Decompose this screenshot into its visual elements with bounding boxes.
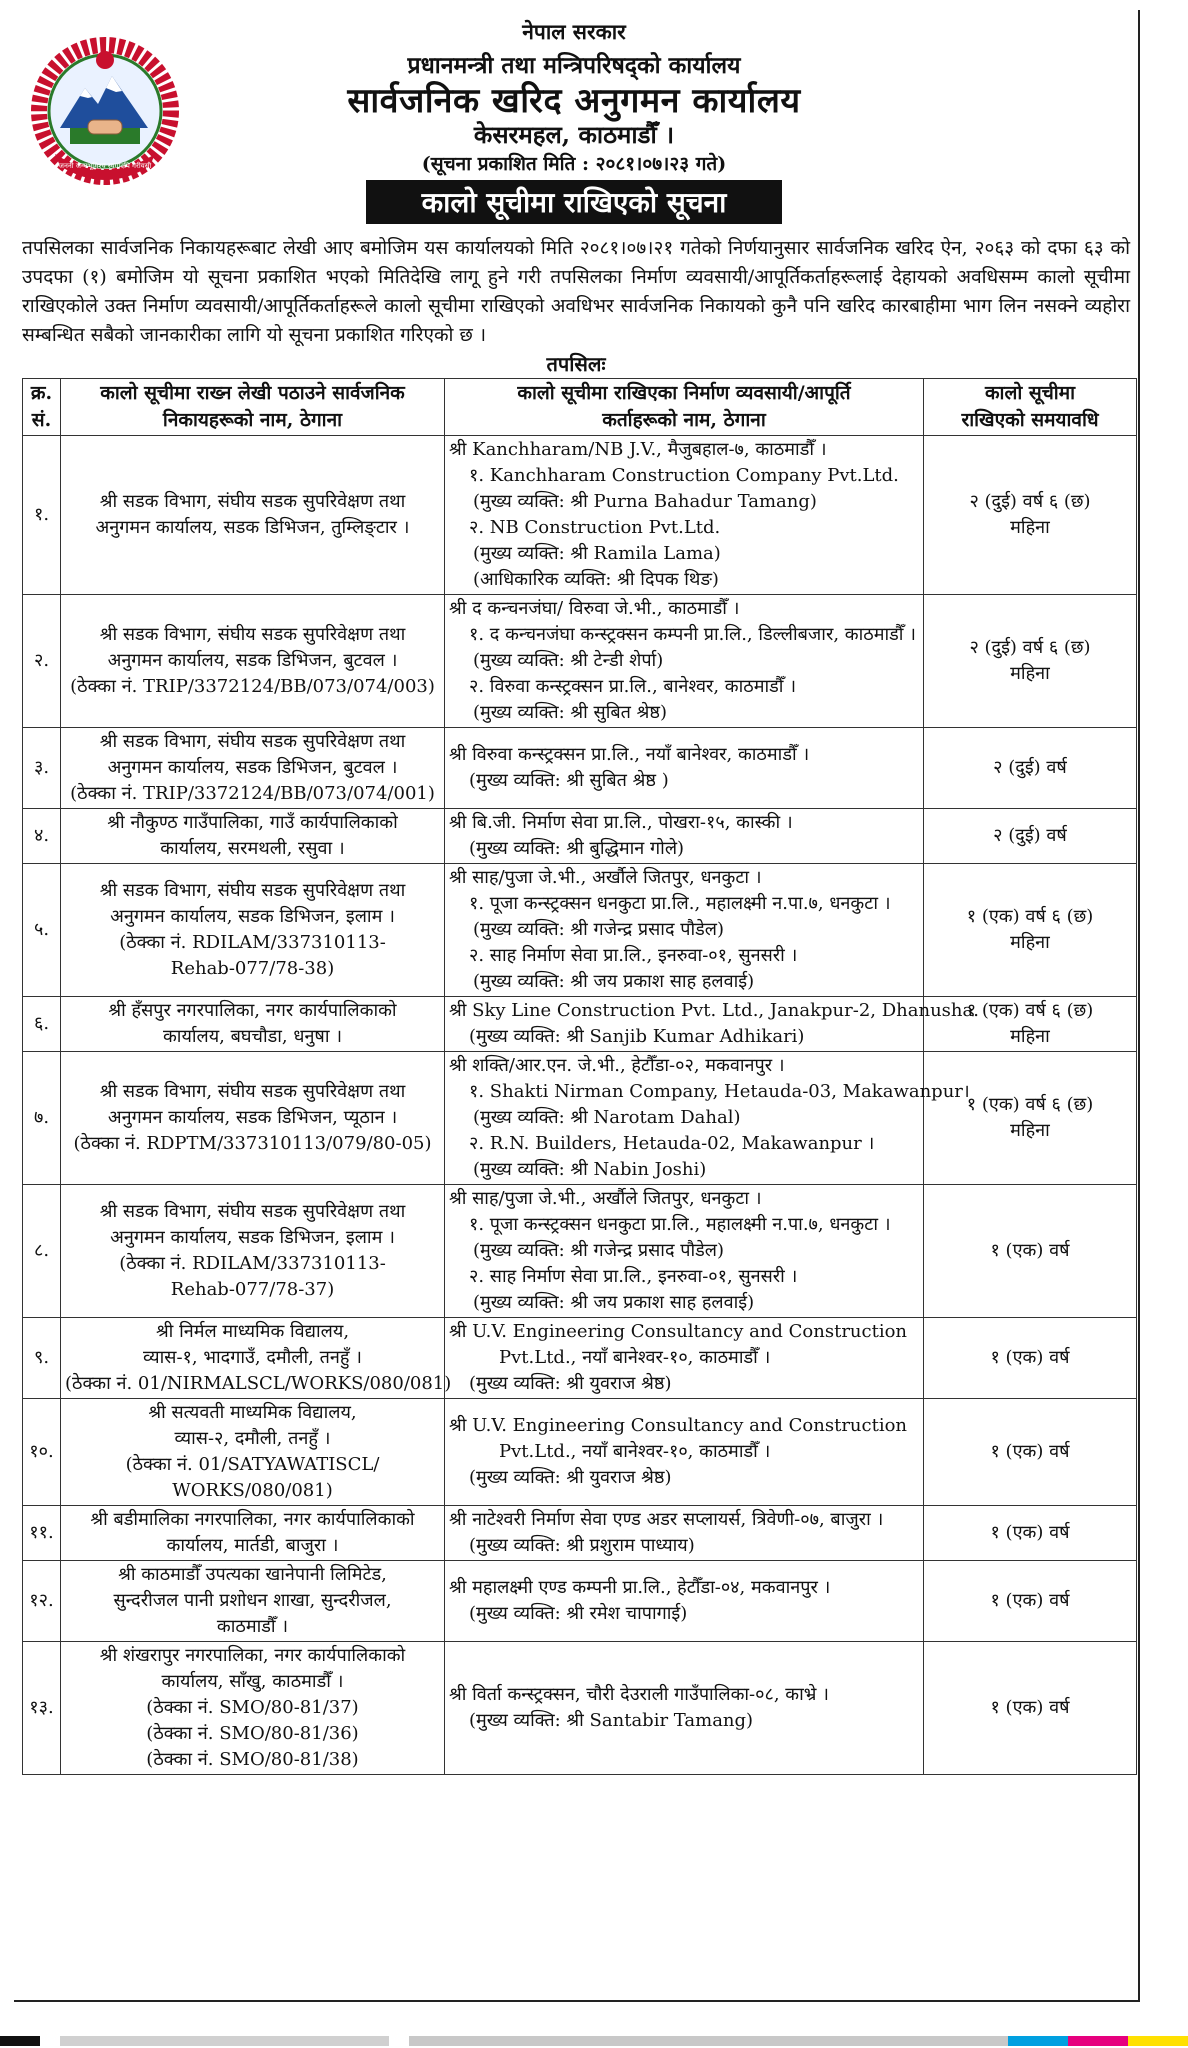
cell-line: १ (एक) वर्ष ६ (छ) [966, 906, 1094, 927]
cell-line: Pvt.Ltd., नयाँ बानेश्वर-१०, काठमाडौँ । [499, 1441, 771, 1462]
serial-number-cell: २. [23, 595, 61, 728]
cell-line: श्री सडक विभाग, संघीय सडक सुपरिवेक्षण तथा [99, 1081, 406, 1102]
strip-segment [0, 2036, 40, 2046]
serial-number-cell: ३. [23, 728, 61, 809]
blacklist-period-cell [924, 728, 1137, 809]
agency-cell [61, 1052, 445, 1185]
contractor-cell [445, 1052, 970, 1185]
cell-line: (मुख्य व्यक्ति: श्री रमेश चापागाई) [469, 1603, 688, 1624]
cell-line: (ठेक्का नं. SMO/80-81/37) [146, 1697, 359, 1718]
cell-line: अनुगमन कार्यालय, सडक डिभिजन, बुटवल । [107, 757, 398, 778]
cell-line: (ठेक्का नं. RDPTM/337310113/079/80-05) [73, 1133, 432, 1154]
column-header-period: कालो सूचीमा राखिएको समयावधि [924, 379, 1137, 436]
cell-line: १. द कन्चनजंघा कन्स्ट्रक्सन कम्पनी प्रा.लि., डिल्लीबजार, काठमाडौँ । [469, 624, 916, 645]
cell-line: २ (दुई) वर्ष ६ (छ) [969, 491, 1091, 512]
cell-line: व्यास-२, दमौली, तनहुँ । [174, 1428, 331, 1449]
cell-line: अनुगमन कार्यालय, सडक डिभिजन, इलाम । [110, 906, 395, 927]
cell-line: २ (दुई) वर्ष ६ (छ) [969, 637, 1091, 658]
agency-cell [61, 997, 445, 1052]
cell-line: श्री बडीमालिका नगरपालिका, नगर कार्यपालिकाको [90, 1509, 415, 1530]
office-address: केसरमहल, काठमाडौँ । [473, 120, 675, 149]
cell-line: १. Kanchharam Construction Company Pvt.Ltd. [469, 465, 899, 486]
serial-number-cell: १०. [23, 1399, 61, 1506]
agency-cell [61, 1318, 452, 1399]
cell-line: श्री विरुवा कन्स्ट्रक्सन प्रा.लि., नयाँ बानेश्वर, काठमाडौँ । [449, 744, 810, 765]
cell-line: १. पूजा कन्स्ट्रक्सन धनकुटा प्रा.लि., महालक्ष्मी न.पा.७, धनकुटा । [469, 893, 891, 914]
cell-line: (मुख्य व्यक्ति: श्री Nabin Joshi) [473, 1159, 707, 1180]
cell-line: अनुगमन कार्यालय, सडक डिभिजन, प्यूठान । [107, 1107, 398, 1128]
serial-number-cell: १३. [23, 1642, 61, 1775]
cell-line: महिना [1010, 517, 1050, 538]
nepal-government-emblem-icon [30, 36, 180, 186]
agency-cell [61, 809, 445, 864]
contractor-cell [445, 1185, 924, 1318]
agency-cell [61, 1185, 445, 1318]
cell-line: श्री Sky Line Construction Pvt. Ltd., Janakpur-2, Dhanusha. [449, 1000, 979, 1021]
serial-number-cell: ४. [23, 809, 61, 864]
blacklist-table [22, 378, 1137, 1775]
cell-line: (मुख्य व्यक्ति: श्री बुद्धिमान गोले) [469, 838, 685, 859]
blacklist-period-cell [924, 436, 1137, 595]
contractor-cell [445, 864, 924, 997]
cell-line: श्री U.V. Engineering Consultancy and Construction [449, 1415, 908, 1436]
cell-line: २. साह निर्माण सेवा प्रा.लि., इनरुवा-०१, सुनसरी । [469, 1266, 798, 1287]
cell-line: (ठेक्का नं. 01/SATYAWATISCL/ [125, 1454, 380, 1475]
strip-segment [1008, 2036, 1068, 2046]
cell-line: (मुख्य व्यक्ति: श्री Narotam Dahal) [473, 1107, 741, 1128]
cell-line: व्यास-१, भादगाउँ, दमौली, तनहुँ । [143, 1347, 362, 1368]
cell-line: (मुख्य व्यक्ति: श्री गजेन्द्र प्रसाद पौडेल) [473, 919, 724, 940]
cell-line: WORKS/080/081) [172, 1480, 333, 1501]
cell-line: कार्यालय, मार्तडी, बाजुरा । [166, 1535, 339, 1556]
table-row [23, 1185, 1137, 1318]
cell-line: (ठेक्का नं. SMO/80-81/38) [146, 1749, 359, 1770]
cell-line: (मुख्य व्यक्ति: श्री Purna Bahadur Tamang) [473, 491, 817, 512]
cell-line: (मुख्य व्यक्ति: श्री जय प्रकाश साह हलवाई) [473, 1292, 755, 1313]
cell-line: (आधिकारिक व्यक्ति: श्री दिपक थिङ) [473, 569, 719, 590]
cell-line: (मुख्य व्यक्ति: श्री जय प्रकाश साह हलवाई) [473, 971, 755, 992]
schedule-label: तपसिलः [546, 352, 606, 376]
serial-number-cell: ८. [23, 1185, 61, 1318]
cell-line: श्री शंखरापुर नगरपालिका, नगर कार्यपालिकाको [99, 1645, 406, 1666]
serial-number-cell: ६. [23, 997, 61, 1052]
cell-line: श्री सडक विभाग, संघीय सडक सुपरिवेक्षण तथा [99, 880, 406, 901]
cell-line: श्री महालक्ष्मी एण्ड कम्पनी प्रा.लि., हेटौँडा-०४, मकवानपुर । [449, 1577, 831, 1598]
cell-line: (मुख्य व्यक्ति: श्री गजेन्द्र प्रसाद पौडेल) [473, 1240, 724, 1261]
column-header-contractor: कालो सूचीमा राखिएका निर्माण व्यवसायी/आपूर्ति कर्ताहरूको नाम, ठेगाना [445, 379, 924, 436]
cell-line: कार्यालय, साँखु, काठमाडौँ । [161, 1671, 344, 1692]
cell-line: १ (एक) वर्ष [990, 1240, 1070, 1261]
table-row [23, 595, 1137, 728]
cell-line: श्री सडक विभाग, संघीय सडक सुपरिवेक्षण तथा [99, 624, 406, 645]
cell-line: श्री शक्ति/आर.एन. जे.भी., हेटौँडा-०२, मकवानपुर । [449, 1055, 785, 1076]
table-row [23, 436, 1137, 595]
cell-line: श्री काठमाडौँ उपत्यका खानेपानी लिमिटेड, [118, 1564, 387, 1585]
cell-line: श्री सडक विभाग, संघीय सडक सुपरिवेक्षण तथा [99, 491, 406, 512]
blacklist-period-cell [924, 809, 1137, 864]
print-color-strip [0, 2036, 1188, 2046]
cell-line: अनुगमन कार्यालय, सडक डिभिजन, तुम्लिङ्टार । [95, 517, 410, 538]
cell-line: श्री साह/पुजा जे.भी., अर्खौले जितपुर, धनकुटा । [449, 1188, 762, 1209]
strip-segment [389, 2036, 409, 2046]
cell-line: Pvt.Ltd., नयाँ बानेश्वर-१०, काठमाडौँ । [499, 1347, 771, 1368]
cell-line: १ (एक) वर्ष ६ (छ) [966, 1094, 1094, 1115]
cell-line: (मुख्य व्यक्ति: श्री सुबित श्रेष्ठ) [473, 702, 668, 723]
table-body [23, 436, 1137, 1775]
serial-number-cell: ११. [23, 1506, 61, 1561]
cell-line: (ठेक्का नं. TRIP/3372124/BB/073/074/001) [70, 783, 435, 804]
agency-cell [61, 1561, 445, 1642]
cell-line: श्री विर्ता कन्स्ट्रक्सन, चौरी देउराली गाउँपालिका-०८, काभ्रे । [449, 1684, 829, 1705]
cell-line: महिना [1010, 932, 1050, 953]
cell-line: (ठेक्का नं. RDILAM/337310113- [119, 1253, 386, 1274]
cell-line: (मुख्य व्यक्ति: श्री प्रशुराम पाध्याय) [469, 1535, 695, 1556]
column-header-agency: कालो सूचीमा राख्न लेखी पठाउने सार्वजनिक निकायहरूको नाम, ठेगाना [61, 379, 445, 436]
cell-line: श्री सत्यवती माध्यमिक विद्यालय, [148, 1402, 357, 1423]
cell-line: श्री U.V. Engineering Consultancy and Construction [449, 1321, 908, 1342]
contractor-cell [445, 1506, 924, 1561]
table-row [23, 997, 1137, 1052]
cell-line: (मुख्य व्यक्ति: श्री टेन्डी शेर्पा) [473, 650, 664, 671]
cell-line: श्री सडक विभाग, संघीय सडक सुपरिवेक्षण तथा [99, 731, 406, 752]
cell-line: (ठेक्का नं. RDILAM/337310113- [119, 932, 386, 953]
cell-line: १ (एक) वर्ष [990, 1697, 1070, 1718]
cell-line: Rehab-077/78-37) [170, 1279, 335, 1300]
government-name: नेपाल सरकार [522, 19, 626, 44]
cell-line: अनुगमन कार्यालय, सडक डिभिजन, बुटवल । [107, 650, 398, 671]
cell-line: १ (एक) वर्ष [990, 1522, 1070, 1543]
cell-line: श्री नौकुण्ठ गाउँपालिका, गाउँ कार्यपालिकाको [107, 812, 398, 833]
blacklist-period-cell [924, 595, 1137, 728]
cell-line: (ठेक्का नं. TRIP/3372124/BB/073/074/003) [70, 676, 435, 697]
strip-segment [409, 2036, 1008, 2046]
serial-number-cell: ७. [23, 1052, 61, 1185]
cell-line: (मुख्य व्यक्ति: श्री युवराज श्रेष्ठ) [469, 1373, 672, 1394]
cell-line: १ (एक) वर्ष [990, 1441, 1070, 1462]
table-header-row [23, 379, 1137, 436]
cell-line: २ (दुई) वर्ष [993, 825, 1067, 846]
contractor-cell [445, 809, 924, 864]
cell-line: १ (एक) वर्ष ६ (छ) [966, 1000, 1094, 1021]
cell-line: १. Shakti Nirman Company, Hetauda-03, Makawanpur। [469, 1081, 970, 1102]
column-header-serial: क्र. सं. [23, 379, 61, 436]
contractor-cell [445, 1561, 924, 1642]
cell-line: २. NB Construction Pvt.Ltd. [469, 517, 721, 538]
cell-line: (मुख्य व्यक्ति: श्री Sanjib Kumar Adhikari) [469, 1026, 805, 1047]
table-row [23, 864, 1137, 997]
cell-line: काठमाडौँ । [216, 1616, 289, 1637]
cell-line: २. विरुवा कन्स्ट्रक्सन प्रा.लि., बानेश्वर, काठमाडौँ । [469, 676, 797, 697]
cell-line: श्री द कन्चनजंघा/ विरुवा जे.भी., काठमाडौँ । [449, 598, 740, 619]
cell-line: २ (दुई) वर्ष [993, 757, 1067, 778]
cell-line: श्री सडक विभाग, संघीय सडक सुपरिवेक्षण तथा [99, 1201, 406, 1222]
cell-line: महिना [1010, 663, 1050, 684]
cell-line: श्री हँसपुर नगरपालिका, नगर कार्यपालिकाको [108, 1000, 397, 1021]
agency-cell [61, 595, 445, 728]
cell-line: श्री नाटेश्वरी निर्माण सेवा एण्ड अडर सप्लायर्स, त्रिवेणी-०७, बाजुरा । [449, 1509, 884, 1530]
blacklist-period-cell [924, 1561, 1137, 1642]
cell-line: १. पूजा कन्स्ट्रक्सन धनकुटा प्रा.लि., महालक्ष्मी न.पा.७, धनकुटा । [469, 1214, 891, 1235]
strip-segment [40, 2036, 60, 2046]
table-row [23, 1642, 1137, 1775]
blacklist-period-cell [924, 1185, 1137, 1318]
publication-date: (सूचना प्रकाशित मिति : २०८१।०७।२३ गते) [421, 153, 727, 175]
contractor-cell [445, 436, 924, 595]
cell-line: अनुगमन कार्यालय, सडक डिभिजन, इलाम । [110, 1227, 395, 1248]
cell-line: (मुख्य व्यक्ति: श्री Santabir Tamang) [469, 1710, 754, 1731]
blacklist-period-cell [924, 1052, 1137, 1185]
contractor-cell [445, 728, 924, 809]
agency-cell [61, 728, 445, 809]
cell-line: श्री बि.जी. निर्माण सेवा प्रा.लि., पोखरा-१५, कास्की । [449, 812, 793, 833]
cell-line: (मुख्य व्यक्ति: श्री Ramila Lama) [473, 543, 721, 564]
cell-line: कार्यालय, बघचौडा, धनुषा । [162, 1026, 343, 1047]
cell-line: (मुख्य व्यक्ति: श्री सुबित श्रेष्ठ ) [469, 770, 669, 791]
notice-intro-paragraph: तपसिलका सार्वजनिक निकायहरूबाट लेखी आए बमोजिम यस कार्यालयको मिति २०८१।०७।२१ गतेको निर्णयानुसार सार्वजनिक खरिद ऐन, २०६३ को दफा ६३ को उपदफा (१) बमोजिम यो सूचना प्रकाशित भएको मितिदेखि लागू हुने गरी तपसिलका निर्माण व्यवसायी/आपूर्तिकर्ताहरूलाई देहायको अवधिसम्म कालो सूचीमा राखिएकोले उक्त निर्माण व्यवसायी/आपूर्तिकर्ताहरूले कालो सूचीमा राखिएको अवधिभर सार्वजनिक निकायको कुनै पनि खरिद कारबाहीमा भाग लिन नसक्ने व्यहोरा सम्बन्धित सबैको जानकारीका लागि यो सूचना प्रकाशित गरिएको छ । [22, 237, 1130, 346]
cell-line: श्री निर्मल माध्यमिक विद्यालय, [155, 1321, 350, 1342]
ministry-name: प्रधानमन्त्री तथा मन्त्रिपरिषद्को कार्यालय [407, 52, 741, 79]
cell-line: १ (एक) वर्ष [990, 1347, 1070, 1368]
table-row [23, 1506, 1137, 1561]
table-row [23, 809, 1137, 864]
cell-line: सुन्दरीजल पानी प्रशोधन शाखा, सुन्दरीजल, [113, 1590, 392, 1611]
agency-cell [61, 864, 445, 997]
blacklist-period-cell [924, 1642, 1137, 1775]
table-row [23, 1399, 1137, 1506]
cell-line: श्री Kanchharam/NB J.V., मैजुबहाल-७, काठमाडौँ । [449, 439, 827, 460]
blacklist-period-cell [924, 1399, 1137, 1506]
contractor-cell [445, 595, 924, 728]
notice-document [14, 10, 1140, 2002]
strip-segment [1068, 2036, 1128, 2046]
serial-number-cell: ९. [23, 1318, 61, 1399]
svg-text:जननी जन्मभूमिश्च स्वर्गादपि गर: जननी जन्मभूमिश्च स्वर्गादपि गरीयसी [58, 162, 152, 170]
contractor-cell [445, 1318, 924, 1399]
table-row [23, 1318, 1137, 1399]
cell-line: महिना [1010, 1026, 1050, 1047]
agency-cell [61, 1642, 445, 1775]
serial-number-cell: १. [23, 436, 61, 595]
agency-cell [61, 436, 445, 595]
cell-line: महिना [1010, 1120, 1050, 1141]
agency-cell [61, 1506, 445, 1561]
serial-number-cell: १२. [23, 1561, 61, 1642]
cell-line: १ (एक) वर्ष [990, 1590, 1070, 1611]
strip-segment [1128, 2036, 1188, 2046]
blacklist-period-cell [924, 1506, 1137, 1561]
cell-line: कार्यालय, सरमथली, रसुवा । [160, 838, 345, 859]
strip-segment [60, 2036, 389, 2046]
contractor-cell [445, 1399, 924, 1506]
contractor-cell [445, 997, 979, 1052]
cell-line: Rehab-077/78-38) [170, 958, 335, 979]
serial-number-cell: ५. [23, 864, 61, 997]
office-name: सार्वजनिक खरिद अनुगमन कार्यालय [347, 81, 801, 121]
cell-line: (ठेक्का नं. SMO/80-81/36) [146, 1723, 359, 1744]
cell-line: श्री साह/पुजा जे.भी., अर्खौले जितपुर, धनकुटा । [449, 867, 762, 888]
blacklist-period-cell [924, 864, 1137, 997]
agency-cell [61, 1399, 445, 1506]
table-row [23, 1052, 1137, 1185]
cell-line: २. साह निर्माण सेवा प्रा.लि., इनरुवा-०१, सुनसरी । [469, 945, 798, 966]
blacklist-period-cell [924, 1318, 1137, 1399]
table-row [23, 728, 1137, 809]
cell-line: (मुख्य व्यक्ति: श्री युवराज श्रेष्ठ) [469, 1467, 672, 1488]
table-row [23, 1561, 1137, 1642]
cell-line: (ठेक्का नं. 01/NIRMALSCL/WORKS/080/081) [65, 1373, 452, 1394]
cell-line: २. R.N. Builders, Hetauda-02, Makawanpur । [469, 1133, 875, 1154]
contractor-cell [445, 1642, 924, 1775]
notice-title: कालो सूचीमा राखिएको सूचना [366, 180, 782, 224]
